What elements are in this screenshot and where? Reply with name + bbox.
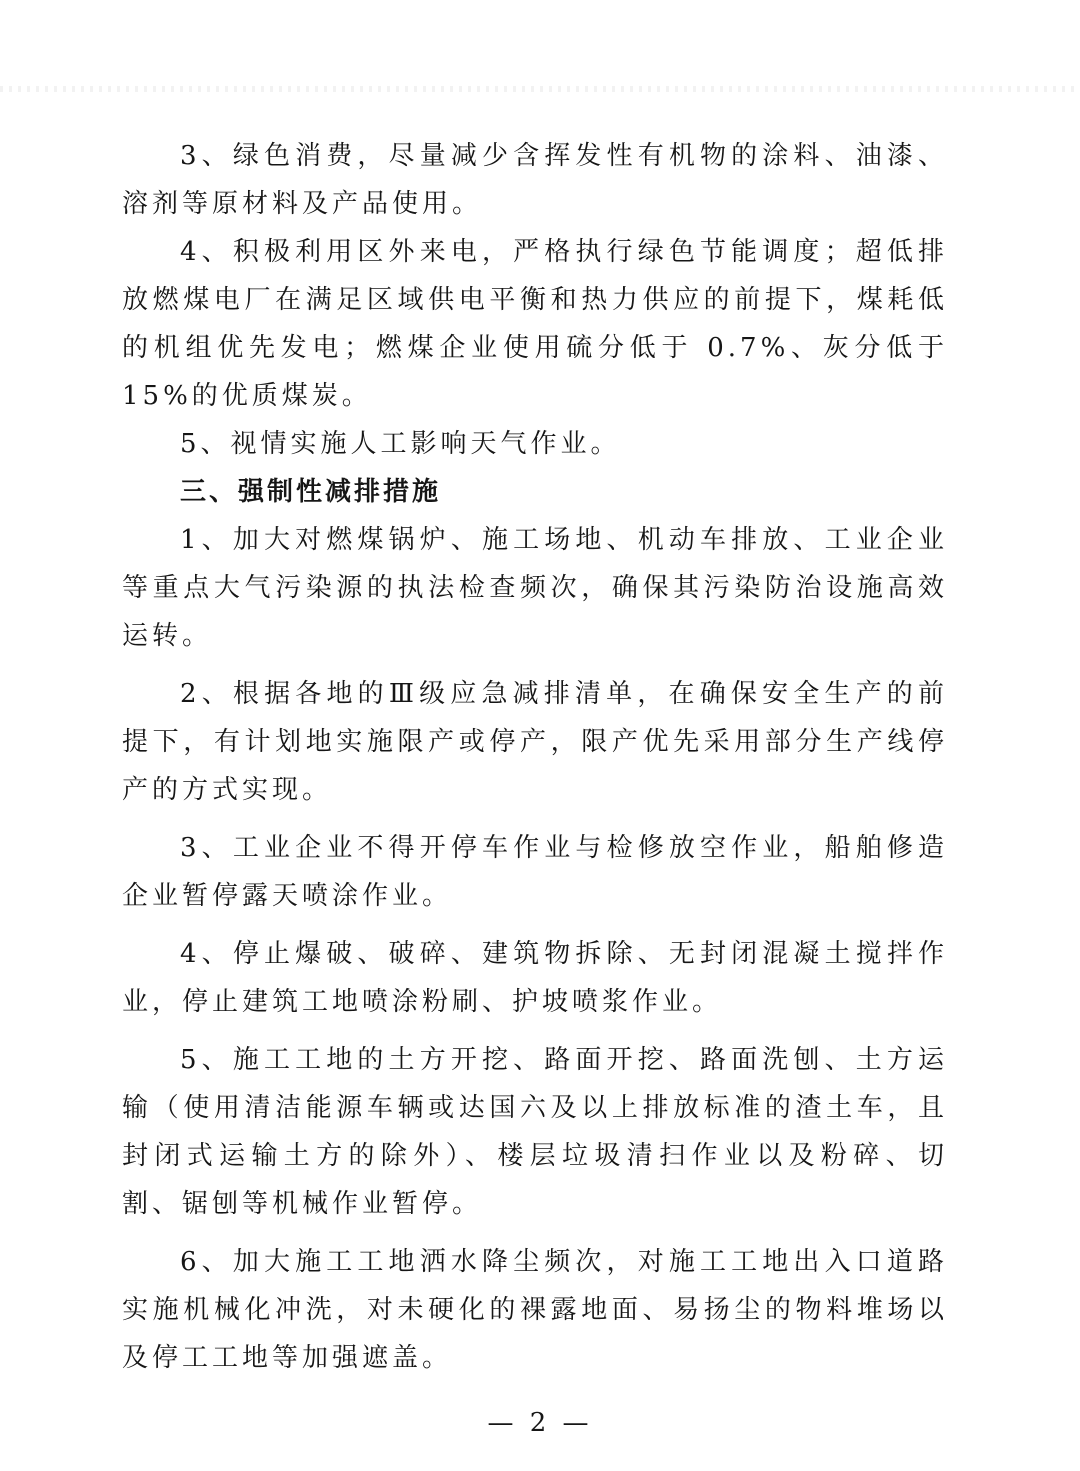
document-body — [122, 132, 948, 1382]
paragraph-industrial-operations: 3、工业企业不得开停车作业与检修放空作业，船舶修造企业暂停露天喷涂作业。 — [122, 833, 948, 911]
paragraph-emission-reduction-list: 2、根据各地的Ⅲ级应急减排清单，在确保安全生产的前提下，有计划地实施限产或停产，限产优先采用部分生产线停产的方式实现。 — [122, 679, 948, 805]
scan-artifact-line — [0, 86, 1080, 92]
page-number: — 2 — — [487, 1408, 593, 1438]
section-heading: 三、强制性减排措施 — [180, 477, 442, 507]
paragraph-law-enforcement: 1、加大对燃煤锅炉、施工场地、机动车排放、工业企业等重点大气污染源的执法检查频次，确保其污染防治设施高效运转。 — [122, 525, 948, 651]
paragraph-dust-control: 6、加大施工工地洒水降尘频次，对施工工地出入口道路实施机械化冲洗，对未硬化的裸露地面、易扬尘的物料堆场以及停工工地等加强遮盖。 — [122, 1247, 948, 1373]
paragraph-weather-modification: 5、视情实施人工影响天气作业。 — [180, 429, 621, 459]
paragraph-earthwork-suspension: 5、施工工地的土方开挖、路面开挖、路面洗刨、土方运输（使用清洁能源车辆或达国六及以上排放标准的渣土车，且封闭式运输土方的除外）、楼层垃圾清扫作业以及粉碎、切割、锯刨等机械作业暂停。 — [122, 1045, 948, 1219]
paragraph-demolition-stop: 4、停止爆破、破碎、建筑物拆除、无封闭混凝土搅拌作业，停止建筑工地喷涂粉刷、护坡喷浆作业。 — [122, 939, 948, 1017]
paragraph-external-power: 4、积极利用区外来电，严格执行绿色节能调度；超低排放燃煤电厂在满足区域供电平衡和热力供应的前提下，煤耗低的机组优先发电；燃煤企业使用硫分低于 0.7%、灰分低于 15%的优质煤炭。 — [122, 237, 948, 411]
paragraph-green-consumption: 3、绿色消费，尽量减少含挥发性有机物的涂料、油漆、溶剂等原材料及产品使用。 — [122, 141, 948, 219]
